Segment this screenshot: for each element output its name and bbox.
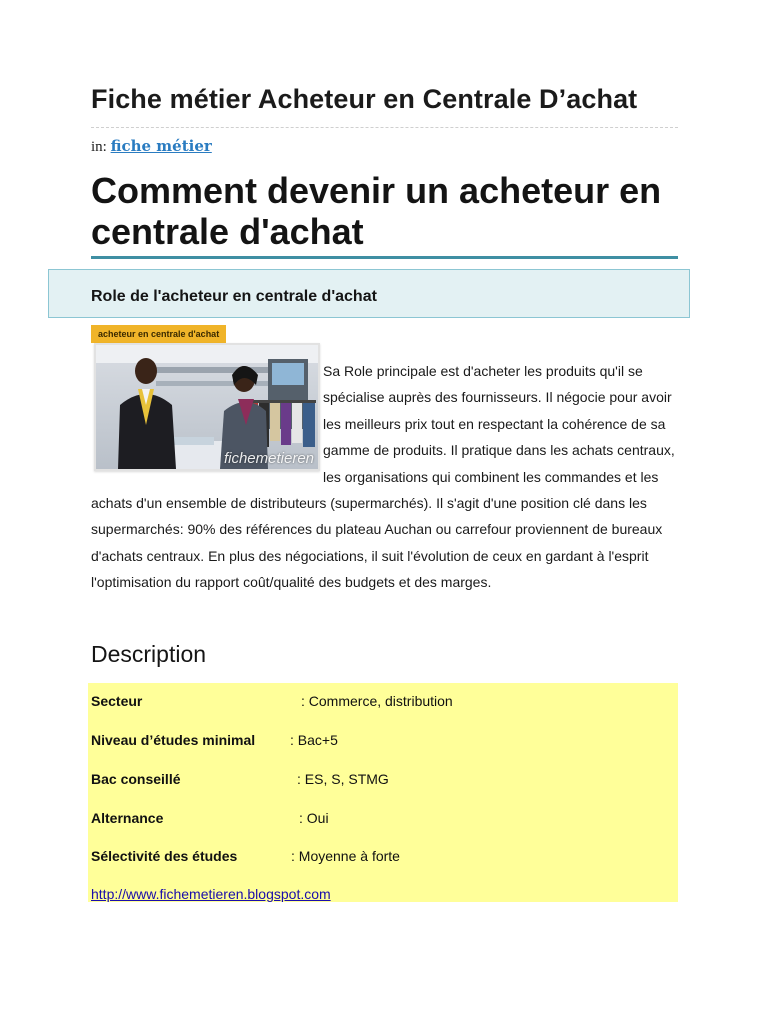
blog-url-link[interactable]: http://www.fichemetieren.blogspot.com [91, 886, 331, 902]
meta-prefix: in: [91, 139, 111, 155]
info-value: : ES, S, STMG [297, 771, 389, 787]
info-value: : Oui [299, 810, 329, 826]
article-paragraph [91, 358, 681, 596]
image-watermark: fichemetieren [223, 450, 314, 467]
article-headline: Comment devenir un acheteur en centrale d'achat [91, 170, 662, 252]
description-box [88, 683, 678, 902]
info-label: Alternance [91, 810, 164, 826]
image-float-spacer [91, 358, 323, 476]
section-title: Role de l'acheteur en centrale d'achat [91, 288, 377, 305]
info-value: : Moyenne à forte [291, 848, 400, 864]
post-meta [91, 137, 212, 156]
section-title-box [48, 269, 690, 318]
info-label: Bac conseillé [91, 771, 181, 787]
info-value: : Commerce, distribution [301, 693, 453, 709]
headline-underline [91, 256, 678, 259]
info-value: : Bac+5 [290, 732, 338, 748]
description-heading: Description [91, 641, 207, 667]
info-label: Secteur [91, 693, 143, 709]
title-divider [91, 127, 678, 128]
category-link[interactable]: fiche métier [110, 137, 212, 155]
info-label: Niveau d’études minimal [91, 732, 256, 748]
post-title: Fiche métier Acheteur en Centrale D’achat [91, 84, 638, 114]
paragraph-text: Sa Role principale est d'acheter les produits qu'il se spécialise auprès des fournisseurs. Il négocie pour avoir les meilleurs prix tout en respectant la cohérence de sa gamme de produits. Il pratique dans les achats centraux, les organisations qui combinent les commandes et les achats d'un ensemble de distributeurs (supermarchés). Il s'agit d'une position clé dans les supermarchés: 90% des références du plateau Auchan ou carrefour proviennent de bureaux d'achats centraux. En plus des négociations, il suit l'évolution de ceux en gardant à l'esprit l'optimisation du rapport coût/qualité des budgets et des marges. [91, 363, 675, 591]
info-label: Sélectivité des études [91, 848, 238, 864]
image-caption-tag: acheteur en centrale d'achat [91, 325, 226, 343]
